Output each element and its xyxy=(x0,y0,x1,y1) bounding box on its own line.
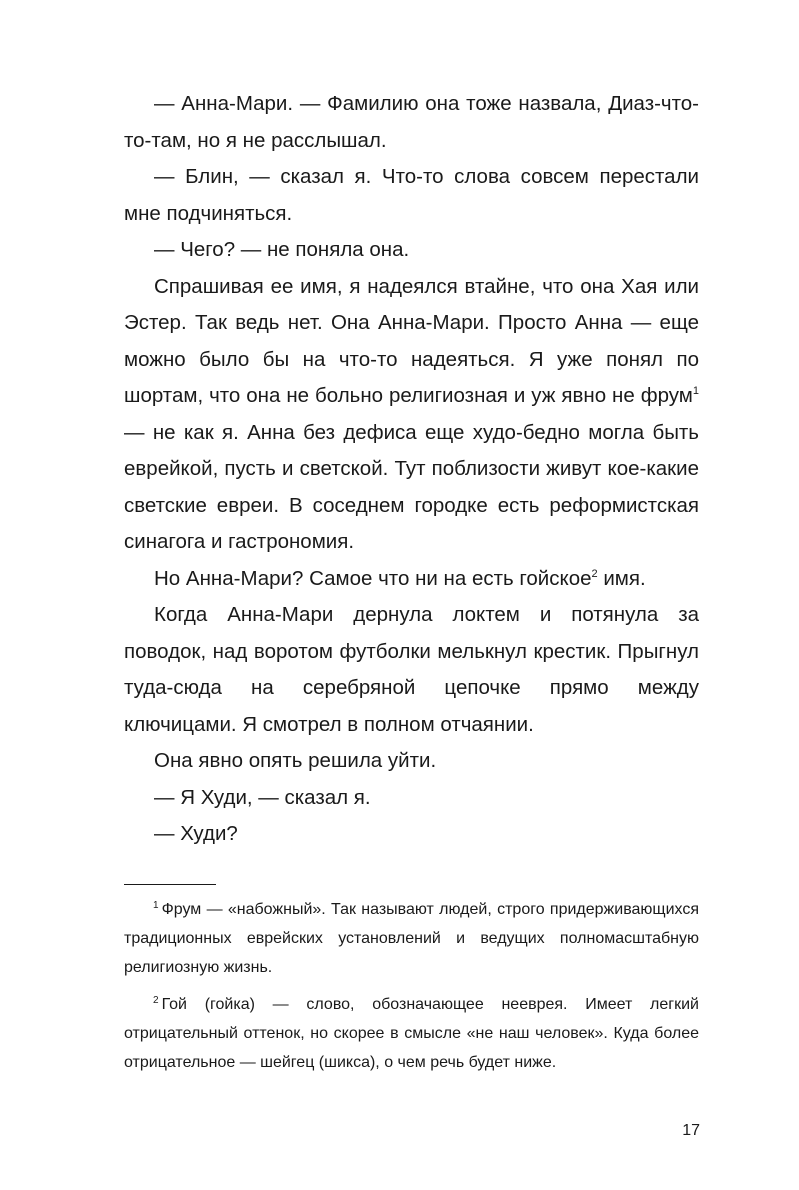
main-text xyxy=(124,86,699,853)
paragraph-text: Когда Анна-Мари дернула локтем и потянула за поводок, над воротом футболки мелькнул крестик. Прыгнул туда-сюда на серебряной цепочке прямо между ключицами. Я смотрел в полном отчаянии. xyxy=(124,603,699,736)
paragraph-text: Спрашивая ее имя, я надеялся втайне, что она Хая или Эстер. Так ведь нет. Она Анна-Мари. Просто Анна — еще можно было бы на что-то надеяться. Я уже понял по шортам, что она не больно религиозная и уж явно не фрум xyxy=(124,274,699,407)
footnote-text: Фрум — «набожный». Так называют людей, строго придерживающихся традиционных еврейских установлений и ведущих полномасштабную религиозную жизнь. xyxy=(124,901,699,976)
page-number: 17 xyxy=(682,1122,700,1139)
paragraph xyxy=(124,269,699,561)
paragraph-text-continued: — не как я. Анна без дефиса еще худо-бедно могла быть еврейкой, пусть и светской. Тут поблизости живут кое-какие светские евреи. В соседнем городке есть реформистская синагога и гастрономия. xyxy=(124,420,699,553)
footnote-divider xyxy=(124,884,216,885)
footnote xyxy=(124,990,699,1077)
paragraph xyxy=(124,816,699,853)
paragraph-text: Но Анна-Мари? Самое что ни на есть гойское xyxy=(154,566,592,590)
footnote-reference[interactable]: 1 xyxy=(692,385,699,398)
paragraph xyxy=(124,743,699,780)
paragraph xyxy=(124,780,699,817)
paragraph-text: Она явно опять решила уйти. xyxy=(154,749,437,772)
paragraph xyxy=(124,232,699,269)
footnote-number: 1 xyxy=(153,899,159,911)
footnotes xyxy=(124,895,699,1077)
paragraph xyxy=(124,561,699,598)
paragraph-text: — Чего? — не поняла она. xyxy=(154,238,410,261)
paragraph-text-continued: имя. xyxy=(597,566,646,590)
footnote-number: 2 xyxy=(153,994,159,1006)
footnote-text: Гой (гойка) — слово, обозначающее нееврея. Имеет легкий отрицательный оттенок, но скорее в смысле «не наш человек». Куда более отрицательное — шейгец (шикса), о чем речь будет ниже. xyxy=(124,996,699,1071)
paragraph xyxy=(124,86,699,159)
paragraph-text: — Худи? xyxy=(154,822,238,845)
paragraph xyxy=(124,159,699,232)
footnote xyxy=(124,895,699,982)
footnote-reference[interactable]: 2 xyxy=(591,567,598,580)
paragraph-text: — Анна-Мари. — Фамилию она тоже назвала, Диаз-что-то-там, но я не расслышал. xyxy=(124,92,699,152)
paragraph xyxy=(124,597,699,743)
paragraph-text: — Блин, — сказал я. Что-то слова совсем перестали мне подчиняться. xyxy=(124,165,699,225)
paragraph-text: — Я Худи, — сказал я. xyxy=(154,785,371,809)
